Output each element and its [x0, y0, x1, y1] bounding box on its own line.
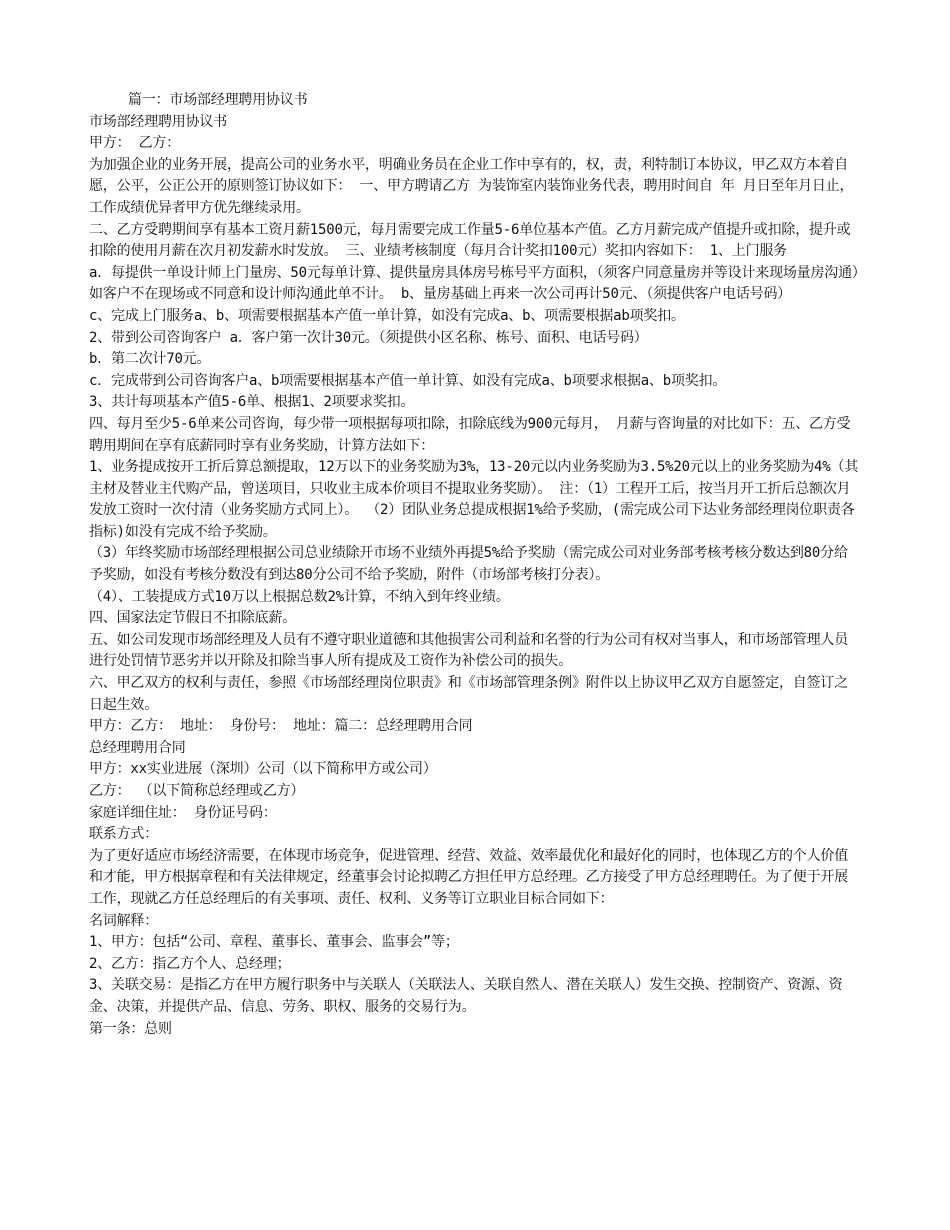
contact-line: 联系方式：	[89, 826, 158, 843]
paragraph-holidays: 四、国家法定节假日不扣除底薪。	[89, 610, 296, 627]
paragraph-total: 3、共计每项基本产值5-6单、根据1、2项要求奖扣。	[89, 394, 415, 411]
section-heading-part-one: 篇一：市场部经理聘用协议书	[128, 92, 308, 108]
document-title-1: 市场部经理聘用协议书	[89, 113, 227, 130]
paragraph-item-a: a．每提供一单设计师上门量房、50元每单计算、提供量房具体房号栋号平方面积，（须客户同意量房并等设计来现场量房沟通）如客户不在现场或不同意和设计师沟通此单不计。 b、量房基础上再来一次公司再计50元、（须提供客户电话号码）	[89, 264, 859, 303]
party-b-line: 乙方： （以下简称总经理或乙方）	[89, 783, 305, 799]
paragraph-penalty: 五、如公司发现市场部经理及人员有不遵守职业道德和其他损害公司利益和名誉的行为公司有权对当事人，和市场部管理人员进行处罚情节恶劣并以开除及扣除当事人所有提成及工资作为补偿公司的损失。	[89, 631, 848, 670]
paragraph-commission: 1、业务提成按开工折后算总额提取，12万以下的业务奖励为3%，13-20元以内业务奖励为3.5%20元以上的业务奖励为4%（其主材及替业主代购产品，曾送项目，只收业主成本价项目不提取业务奖励）。 注：（1）工程开工后，按当月开工折后总额次月发放工资时一次付清（业务奖励方式同上）。 （2）团队业务总提成根据1%给予奖励，(需完成公司下达业务部经理岗位职责各指标)如没有完成不给予奖励。	[89, 459, 859, 540]
paragraph-consult-c: c．完成带到公司咨询客户a、b项需要根据基本产值一单计算、如没有完成a、b项要求根据a、b项奖扣。	[89, 372, 727, 389]
party-line: 甲方： 乙方：	[89, 135, 181, 152]
definitions-heading: 名词解释：	[89, 912, 158, 929]
party-a-line: 甲方：xx实业进展（深圳）公司（以下简称甲方或公司）	[89, 761, 437, 778]
article-one-heading: 第一条：总则	[89, 1020, 172, 1037]
paragraph-purpose: 为了更好适应市场经济需要，在体现市场竞争，促进管理、经营、效益、效率最优化和最好化的同时，也体现乙方的个人价值和才能，甲方根据章程和有关法律规定，经董事会讨论拟聘乙方担任甲方总经理。乙方接受了甲方总经理聘任。为了便于开展工作，现就乙方任总经理后的有关事项、责任、权利、义务等订立职业目标合同如下：	[89, 847, 848, 907]
paragraph-consult: 2、带到公司咨询客户 a．客户第一次计30元。（须提供小区名称、栋号、面积、电话号码）	[89, 329, 648, 346]
document-title-2: 总经理聘用合同	[89, 739, 186, 756]
definition-party-b: 2、乙方：指乙方个人、总经理；	[89, 955, 291, 972]
paragraph-rights: 六、甲乙双方的权利与责任，参照《市场部经理岗位职责》和《市场部管理条例》附件以上协议甲乙双方自愿签定，自签订之日起生效。	[89, 675, 848, 713]
paragraph-salary: 二、乙方受聘期间享有基本工资月薪1500元，每月需要完成工作量5-6单位基本产值。乙方月薪完成产值提升或扣除，提升或扣除的使用月薪在次月初发薪水时发放。 三、业绩考核制度（每月合计奖扣100元）奖扣内容如下： 1、上门服务	[89, 221, 851, 260]
paragraph-monthly-minimum: 四、每月至少5-6单来公司咨询，每少带一项根据每项扣除，扣除底线为900元每月， 月薪与咨询量的对比如下：五、乙方受聘用期间在享有底薪同时享有业务奖励，计算方法如下：	[89, 415, 851, 454]
paragraph-item-c: c、完成上门服务a、b、项需要根据基本产值一单计算，如没有完成a、b、项需要根据ab项奖扣。	[89, 307, 685, 324]
definition-party-a: 1、甲方：包括“公司、章程、董事长、董事会、监事会”等；	[89, 934, 459, 951]
paragraph-year-end: （3）年终奖励市场部经理根据公司总业绩除开市场不业绩外再提5%给予奖励（需完成公司对业务部考核考核分数达到80分给予奖励，如没有考核分数没有到达80分公司不给予奖励，附件（市场部考核打分表）。	[89, 545, 848, 584]
paragraph-intro: 为加强企业的业务开展，提高公司的业务水平，明确业务员在企业工作中享有的，权，责，利特制订本协议，甲乙双方本着自愿，公平，公正公开的原则签订协议如下： 一、甲方聘请乙方 为装饰室内装饰业务代表，聘用时间自 年 月日至年月日止，工作成绩优异者甲方优先继续录用。	[89, 156, 854, 216]
document-body	[89, 90, 861, 1040]
paragraph-engineering: （4）、工装提成方式10万以上根据总数2%计算，不纳入到年终业绩。	[89, 588, 510, 605]
signature-line: 甲方：乙方： 地址： 身份号： 地址：篇二：总经理聘用合同	[89, 718, 473, 735]
definition-related-transaction: 3、关联交易：是指乙方在甲方履行职务中与关联人（关联法人、关联自然人、潜在关联人）发生交换、控制资产、资源、资金、决策，并提供产品、信息、劳务、职权、服务的交易行为。	[89, 977, 843, 1015]
paragraph-second-visit: b．第二次计70元。	[89, 351, 211, 368]
address-line: 家庭详细住址： 身份证号码：	[89, 804, 277, 821]
